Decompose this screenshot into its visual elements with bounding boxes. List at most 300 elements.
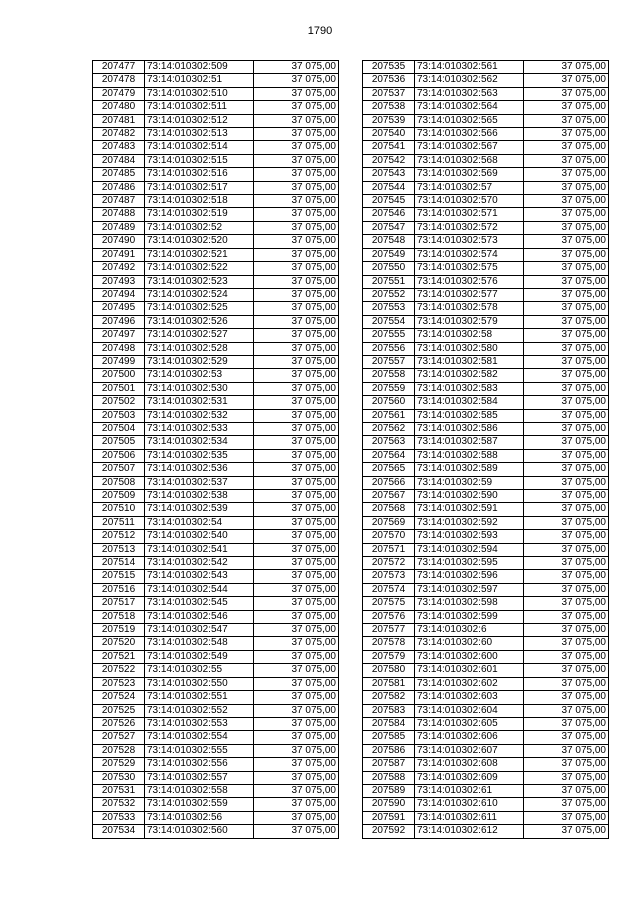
value-cell: 37 075,00 [524,315,609,328]
value-cell: 37 075,00 [254,141,339,154]
table-row [363,825,609,838]
cadastral-number-cell: 73:14:010302:597 [415,583,524,596]
cadastral-number-cell: 73:14:010302:566 [415,128,524,141]
cadastral-number-cell: 73:14:010302:598 [415,597,524,610]
cadastral-number-cell: 73:14:010302:553 [145,717,254,730]
value-cell: 37 075,00 [254,798,339,811]
value-cell: 37 075,00 [524,128,609,141]
cadastral-number-cell: 73:14:010302:55 [145,664,254,677]
row-number-cell: 207529 [93,758,145,771]
row-number-cell: 207576 [363,610,415,623]
row-number-cell: 207485 [93,168,145,181]
table-row [363,154,609,167]
table-row [93,771,339,784]
row-number-cell: 207560 [363,396,415,409]
table-row [93,61,339,74]
row-number-cell: 207548 [363,235,415,248]
value-cell: 37 075,00 [524,664,609,677]
cadastral-number-cell: 73:14:010302:511 [145,101,254,114]
table-row [363,248,609,261]
value-cell: 37 075,00 [524,61,609,74]
value-cell: 37 075,00 [524,288,609,301]
cadastral-number-cell: 73:14:010302:596 [415,570,524,583]
table-row [363,476,609,489]
cadastral-number-cell: 73:14:010302:517 [145,181,254,194]
row-number-cell: 207552 [363,288,415,301]
cadastral-number-cell: 73:14:010302:556 [145,758,254,771]
cadastral-number-cell: 73:14:010302:563 [415,87,524,100]
cadastral-number-cell: 73:14:010302:610 [415,798,524,811]
row-number-cell: 207486 [93,181,145,194]
value-cell: 37 075,00 [524,717,609,730]
value-cell: 37 075,00 [254,530,339,543]
table-row [93,141,339,154]
cadastral-number-cell: 73:14:010302:538 [145,490,254,503]
table-row [363,168,609,181]
value-cell: 37 075,00 [524,771,609,784]
table-row [363,771,609,784]
value-cell: 37 075,00 [524,650,609,663]
table-row [363,409,609,422]
row-number-cell: 207511 [93,516,145,529]
value-cell: 37 075,00 [524,382,609,395]
table-row [363,329,609,342]
value-cell: 37 075,00 [524,235,609,248]
cadastral-number-cell: 73:14:010302:57 [415,181,524,194]
value-cell: 37 075,00 [524,798,609,811]
cadastral-number-cell: 73:14:010302:546 [145,610,254,623]
value-cell: 37 075,00 [254,691,339,704]
row-number-cell: 207501 [93,382,145,395]
value-cell: 37 075,00 [254,557,339,570]
cadastral-number-cell: 73:14:010302:586 [415,422,524,435]
table-row [93,731,339,744]
table-row [363,731,609,744]
table-row [93,154,339,167]
value-cell: 37 075,00 [254,476,339,489]
value-cell: 37 075,00 [524,87,609,100]
row-number-cell: 207546 [363,208,415,221]
value-cell: 37 075,00 [254,128,339,141]
table-row [363,114,609,127]
row-number-cell: 207533 [93,811,145,824]
table-row [93,382,339,395]
row-number-cell: 207508 [93,476,145,489]
value-cell: 37 075,00 [524,221,609,234]
table-row [93,248,339,261]
value-cell: 37 075,00 [524,677,609,690]
cadastral-number-cell: 73:14:010302:612 [415,825,524,838]
value-cell: 37 075,00 [254,650,339,663]
row-number-cell: 207517 [93,597,145,610]
table-row [363,355,609,368]
cadastral-number-cell: 73:14:010302:54 [145,516,254,529]
value-cell: 37 075,00 [254,503,339,516]
cadastral-number-cell: 73:14:010302:512 [145,114,254,127]
table-row [93,758,339,771]
table-row [363,704,609,717]
row-number-cell: 207518 [93,610,145,623]
cadastral-number-cell: 73:14:010302:569 [415,168,524,181]
cadastral-number-cell: 73:14:010302:608 [415,758,524,771]
row-number-cell: 207489 [93,221,145,234]
row-number-cell: 207563 [363,436,415,449]
value-cell: 37 075,00 [524,691,609,704]
row-number-cell: 207488 [93,208,145,221]
table-row [363,543,609,556]
value-cell: 37 075,00 [254,436,339,449]
cadastral-number-cell: 73:14:010302:555 [145,744,254,757]
row-number-cell: 207513 [93,543,145,556]
table-row [93,396,339,409]
cadastral-number-cell: 73:14:010302:545 [145,597,254,610]
cadastral-number-cell: 73:14:010302:6 [415,624,524,637]
value-cell: 37 075,00 [524,543,609,556]
table-row [93,409,339,422]
value-cell: 37 075,00 [524,168,609,181]
value-cell: 37 075,00 [254,771,339,784]
cadastral-number-cell: 73:14:010302:557 [145,771,254,784]
table-row [363,181,609,194]
row-number-cell: 207530 [93,771,145,784]
cadastral-number-cell: 73:14:010302:581 [415,355,524,368]
table-row [363,583,609,596]
cadastral-number-cell: 73:14:010302:60 [415,637,524,650]
row-number-cell: 207522 [93,664,145,677]
cadastral-number-cell: 73:14:010302:516 [145,168,254,181]
value-cell: 37 075,00 [524,744,609,757]
cadastral-number-cell: 73:14:010302:532 [145,409,254,422]
table-row [363,436,609,449]
row-number-cell: 207553 [363,302,415,315]
row-number-cell: 207538 [363,101,415,114]
cadastral-number-cell: 73:14:010302:572 [415,221,524,234]
value-cell: 37 075,00 [524,476,609,489]
value-cell: 37 075,00 [254,624,339,637]
cadastral-number-cell: 73:14:010302:551 [145,691,254,704]
row-number-cell: 207532 [93,798,145,811]
cadastral-number-cell: 73:14:010302:53 [145,369,254,382]
cadastral-number-cell: 73:14:010302:533 [145,422,254,435]
value-cell: 37 075,00 [254,490,339,503]
row-number-cell: 207482 [93,128,145,141]
value-cell: 37 075,00 [524,784,609,797]
cadastral-number-cell: 73:14:010302:513 [145,128,254,141]
row-number-cell: 207586 [363,744,415,757]
cadastral-number-cell: 73:14:010302:578 [415,302,524,315]
table-row [363,87,609,100]
table-row [363,650,609,663]
cadastral-number-cell: 73:14:010302:541 [145,543,254,556]
value-cell: 37 075,00 [524,369,609,382]
row-number-cell: 207554 [363,315,415,328]
cadastral-number-cell: 73:14:010302:575 [415,262,524,275]
table-row [363,637,609,650]
value-cell: 37 075,00 [524,262,609,275]
value-cell: 37 075,00 [254,744,339,757]
value-cell: 37 075,00 [254,516,339,529]
value-cell: 37 075,00 [254,637,339,650]
table-row [363,221,609,234]
row-number-cell: 207559 [363,382,415,395]
row-number-cell: 207541 [363,141,415,154]
cadastral-number-cell: 73:14:010302:547 [145,624,254,637]
row-number-cell: 207592 [363,825,415,838]
value-cell: 37 075,00 [254,74,339,87]
row-number-cell: 207573 [363,570,415,583]
row-number-cell: 207499 [93,355,145,368]
table-row [93,784,339,797]
cadastral-number-cell: 73:14:010302:602 [415,677,524,690]
table-row [93,583,339,596]
value-cell: 37 075,00 [524,503,609,516]
table-row [93,463,339,476]
table-row [93,288,339,301]
row-number-cell: 207535 [363,61,415,74]
cadastral-number-cell: 73:14:010302:523 [145,275,254,288]
value-cell: 37 075,00 [254,275,339,288]
row-number-cell: 207584 [363,717,415,730]
row-number-cell: 207542 [363,154,415,167]
value-cell: 37 075,00 [524,583,609,596]
row-number-cell: 207587 [363,758,415,771]
cadastral-number-cell: 73:14:010302:515 [145,154,254,167]
cadastral-number-cell: 73:14:010302:564 [415,101,524,114]
table-row [93,101,339,114]
value-cell: 37 075,00 [254,704,339,717]
table-row [93,557,339,570]
table-row [363,262,609,275]
table-row [363,691,609,704]
cadastral-number-cell: 73:14:010302:601 [415,664,524,677]
table-row [93,597,339,610]
value-cell: 37 075,00 [254,583,339,596]
value-cell: 37 075,00 [254,355,339,368]
value-cell: 37 075,00 [524,355,609,368]
value-cell: 37 075,00 [254,717,339,730]
cadastral-number-cell: 73:14:010302:535 [145,449,254,462]
row-number-cell: 207574 [363,583,415,596]
row-number-cell: 207550 [363,262,415,275]
table-row [363,208,609,221]
table-row [363,275,609,288]
row-number-cell: 207555 [363,329,415,342]
table-row [93,664,339,677]
row-number-cell: 207520 [93,637,145,650]
right-table [362,60,609,839]
value-cell: 37 075,00 [254,610,339,623]
row-number-cell: 207481 [93,114,145,127]
value-cell: 37 075,00 [254,221,339,234]
cadastral-number-cell: 73:14:010302:568 [415,154,524,167]
row-number-cell: 207589 [363,784,415,797]
table-row [93,610,339,623]
row-number-cell: 207572 [363,557,415,570]
row-number-cell: 207579 [363,650,415,663]
row-number-cell: 207570 [363,530,415,543]
table-row [363,811,609,824]
cadastral-number-cell: 73:14:010302:579 [415,315,524,328]
row-number-cell: 207566 [363,476,415,489]
table-row [363,128,609,141]
value-cell: 37 075,00 [254,114,339,127]
row-number-cell: 207543 [363,168,415,181]
row-number-cell: 207577 [363,624,415,637]
right-table-body [363,61,609,839]
table-row [93,114,339,127]
cadastral-number-cell: 73:14:010302:611 [415,811,524,824]
cadastral-number-cell: 73:14:010302:600 [415,650,524,663]
cadastral-number-cell: 73:14:010302:584 [415,396,524,409]
cadastral-number-cell: 73:14:010302:599 [415,610,524,623]
row-number-cell: 207494 [93,288,145,301]
value-cell: 37 075,00 [524,342,609,355]
table-row [363,597,609,610]
table-row [93,516,339,529]
cadastral-number-cell: 73:14:010302:589 [415,463,524,476]
table-row [93,650,339,663]
row-number-cell: 207477 [93,61,145,74]
row-number-cell: 207558 [363,369,415,382]
cadastral-number-cell: 73:14:010302:576 [415,275,524,288]
table-row [363,758,609,771]
cadastral-number-cell: 73:14:010302:577 [415,288,524,301]
row-number-cell: 207480 [93,101,145,114]
table-row [93,744,339,757]
table-row [363,302,609,315]
value-cell: 37 075,00 [524,610,609,623]
value-cell: 37 075,00 [524,101,609,114]
value-cell: 37 075,00 [524,154,609,167]
table-row [93,677,339,690]
value-cell: 37 075,00 [254,570,339,583]
value-cell: 37 075,00 [254,543,339,556]
row-number-cell: 207502 [93,396,145,409]
row-number-cell: 207516 [93,583,145,596]
cadastral-number-cell: 73:14:010302:510 [145,87,254,100]
row-number-cell: 207567 [363,490,415,503]
cadastral-number-cell: 73:14:010302:592 [415,516,524,529]
row-number-cell: 207503 [93,409,145,422]
cadastral-number-cell: 73:14:010302:526 [145,315,254,328]
value-cell: 37 075,00 [524,141,609,154]
table-row [93,530,339,543]
table-row [363,570,609,583]
table-row [93,798,339,811]
cadastral-number-cell: 73:14:010302:543 [145,570,254,583]
value-cell: 37 075,00 [524,637,609,650]
cadastral-number-cell: 73:14:010302:51 [145,74,254,87]
table-row [93,811,339,824]
value-cell: 37 075,00 [254,664,339,677]
row-number-cell: 207537 [363,87,415,100]
value-cell: 37 075,00 [524,624,609,637]
table-row [93,329,339,342]
value-cell: 37 075,00 [524,731,609,744]
value-cell: 37 075,00 [254,422,339,435]
row-number-cell: 207578 [363,637,415,650]
row-number-cell: 207575 [363,597,415,610]
row-number-cell: 207493 [93,275,145,288]
cadastral-number-cell: 73:14:010302:560 [145,825,254,838]
cadastral-number-cell: 73:14:010302:567 [415,141,524,154]
cadastral-number-cell: 73:14:010302:573 [415,235,524,248]
cadastral-number-cell: 73:14:010302:540 [145,530,254,543]
value-cell: 37 075,00 [524,530,609,543]
table-row [363,101,609,114]
table-row [363,516,609,529]
table-row [93,704,339,717]
value-cell: 37 075,00 [254,825,339,838]
table-row [93,315,339,328]
cadastral-number-cell: 73:14:010302:509 [145,61,254,74]
row-number-cell: 207544 [363,181,415,194]
row-number-cell: 207525 [93,704,145,717]
cadastral-number-cell: 73:14:010302:580 [415,342,524,355]
table-row [363,717,609,730]
left-table [92,60,339,839]
table-row [363,315,609,328]
table-row [93,570,339,583]
value-cell: 37 075,00 [524,302,609,315]
row-number-cell: 207490 [93,235,145,248]
value-cell: 37 075,00 [524,570,609,583]
value-cell: 37 075,00 [254,463,339,476]
table-row [363,61,609,74]
table-row [93,181,339,194]
row-number-cell: 207565 [363,463,415,476]
cadastral-number-cell: 73:14:010302:554 [145,731,254,744]
value-cell: 37 075,00 [254,248,339,261]
cadastral-number-cell: 73:14:010302:562 [415,74,524,87]
row-number-cell: 207498 [93,342,145,355]
table-row [93,422,339,435]
row-number-cell: 207506 [93,449,145,462]
cadastral-number-cell: 73:14:010302:587 [415,436,524,449]
row-number-cell: 207495 [93,302,145,315]
cadastral-number-cell: 73:14:010302:518 [145,195,254,208]
table-row [93,275,339,288]
row-number-cell: 207484 [93,154,145,167]
table-row [93,503,339,516]
cadastral-number-cell: 73:14:010302:607 [415,744,524,757]
cadastral-number-cell: 73:14:010302:544 [145,583,254,596]
row-number-cell: 207585 [363,731,415,744]
table-row [93,476,339,489]
value-cell: 37 075,00 [524,825,609,838]
value-cell: 37 075,00 [254,758,339,771]
value-cell: 37 075,00 [254,208,339,221]
value-cell: 37 075,00 [254,154,339,167]
cadastral-number-cell: 73:14:010302:609 [415,771,524,784]
row-number-cell: 207509 [93,490,145,503]
cadastral-number-cell: 73:14:010302:52 [145,221,254,234]
value-cell: 37 075,00 [254,811,339,824]
row-number-cell: 207562 [363,422,415,435]
cadastral-number-cell: 73:14:010302:537 [145,476,254,489]
row-number-cell: 207545 [363,195,415,208]
table-row [93,235,339,248]
table-row [93,302,339,315]
table-row [363,798,609,811]
table-row [93,262,339,275]
value-cell: 37 075,00 [524,181,609,194]
value-cell: 37 075,00 [524,74,609,87]
value-cell: 37 075,00 [254,677,339,690]
row-number-cell: 207582 [363,691,415,704]
cadastral-number-cell: 73:14:010302:594 [415,543,524,556]
table-row [363,784,609,797]
